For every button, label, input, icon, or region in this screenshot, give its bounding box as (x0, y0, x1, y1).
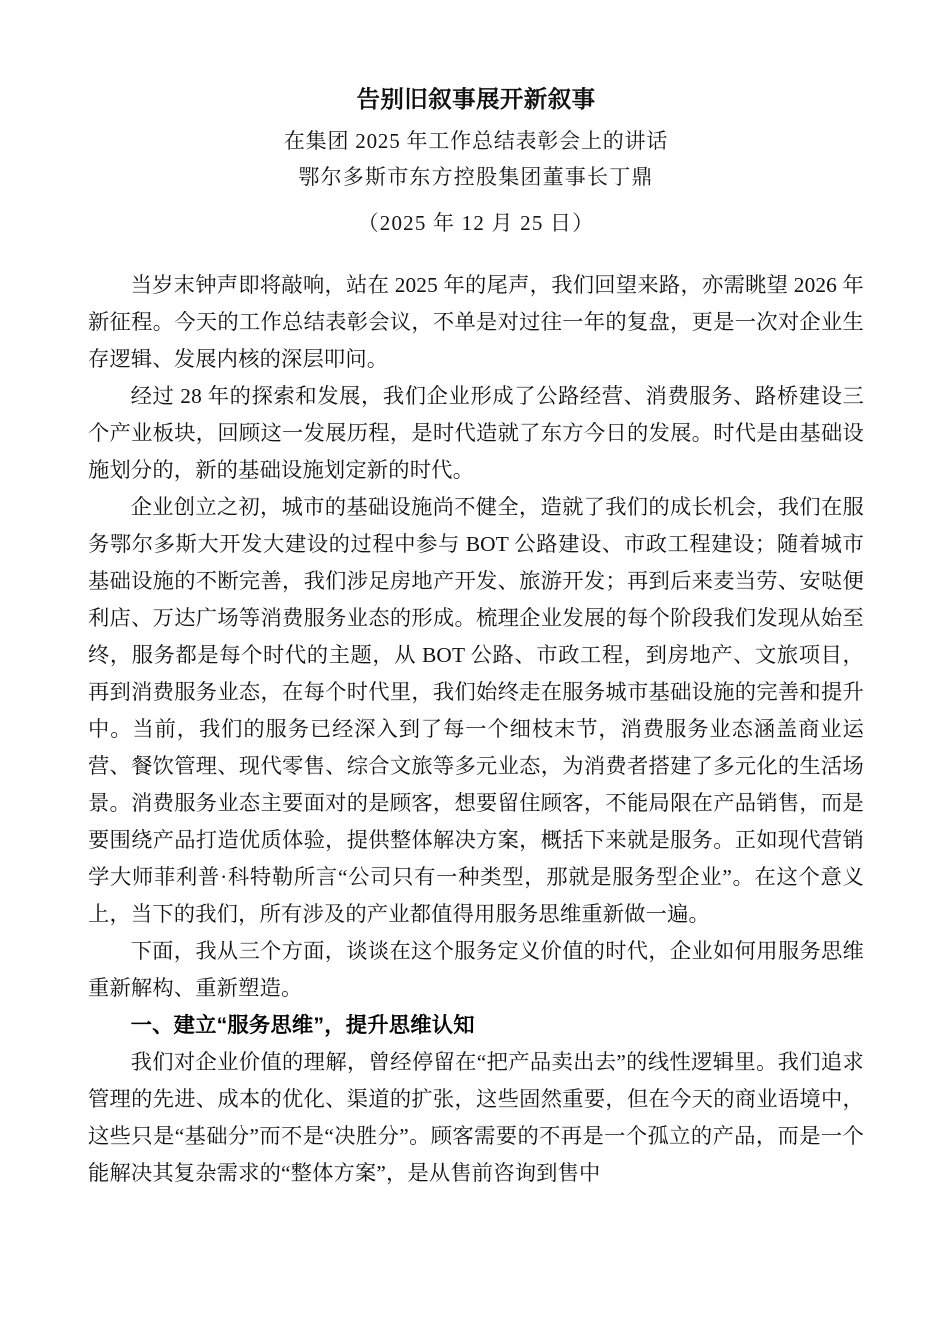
document-subtitle-speaker: 鄂尔多斯市东方控股集团董事长丁鼎 (298, 165, 654, 190)
paragraph: 企业创立之初，城市的基础设施尚不健全，造就了我们的成长机会，我们在服务鄂尔多斯大开发大建设的过程中参与 BOT 公路建设、市政工程建设；随着城市基础设施的不断完善，我们涉足房地产开发、旅游开发；再到后来麦当劳、安哒便利店、万达广场等消费服务业态的形成。梳理企业发展的每个阶段我们发现从始至终，服务都是每个时代的主题，从 BOT 公路、市政工程，到房地产、文旅项目，再到消费服务业态，在每个时代里，我们始终走在服务城市基础设施的完善和提升中。当前，我们的服务已经深入到了每一个细枝末节，消费服务业态涵盖商业运营、餐饮管理、现代零售、综合文旅等多元业态，为消费者搭建了多元化的生活场景。消费服务业态主要面对的是顾客，想要留住顾客，不能局限在产品销售，而是要围绕产品打造优质体验，提供整体解决方案，概括下来就是服务。正如现代营销学大师菲利普·科特勒所言“公司只有一种类型，那就是服务型企业”。在这个意义上，当下的我们，所有涉及的产业都值得用服务思维重新做一遍。 (88, 495, 864, 927)
document-subtitle-occasion: 在集团 2025 年工作总结表彰会上的讲话 (283, 129, 669, 154)
paragraph: 我们对企业价值的理解，曾经停留在“把产品卖出去”的线性逻辑里。我们追求管理的先进、成本的优化、渠道的扩张，这些固然重要，但在今天的商业语境中，这些只是“基础分”而不是“决胜分”。顾客需要的不再是一个孤立的产品，而是一个能解决其复杂需求的“整体方案”，是从售前咨询到售中 (88, 1050, 864, 1186)
document-date: （2025 年 12 月 25 日） (357, 211, 595, 236)
section-heading-one: 一、建立“服务思维”，提升思维认知 (130, 1013, 475, 1038)
paragraph: 当岁末钟声即将敲响，站在 2025 年的尾声，我们回望来路，亦需眺望 2026 年新征程。今天的工作总结表彰会议，不单是对过往一年的复盘，更是一次对企业生存逻辑、发展内核的深层叩问。 (88, 273, 864, 372)
document-body (88, 237, 864, 1192)
page-title: 告别旧叙事展开新叙事 (356, 87, 596, 113)
paragraph: 经过 28 年的探索和发展，我们企业形成了公路经营、消费服务、路桥建设三个产业板块，回顾这一发展历程，是时代造就了东方今日的发展。时代是由基础设施划分的，新的基础设施划定新的时代。 (88, 384, 864, 483)
paragraph: 下面，我从三个方面，谈谈在这个服务定义价值的时代，企业如何用服务思维重新解构、重新塑造。 (88, 939, 864, 1001)
document-content (88, 0, 864, 1192)
